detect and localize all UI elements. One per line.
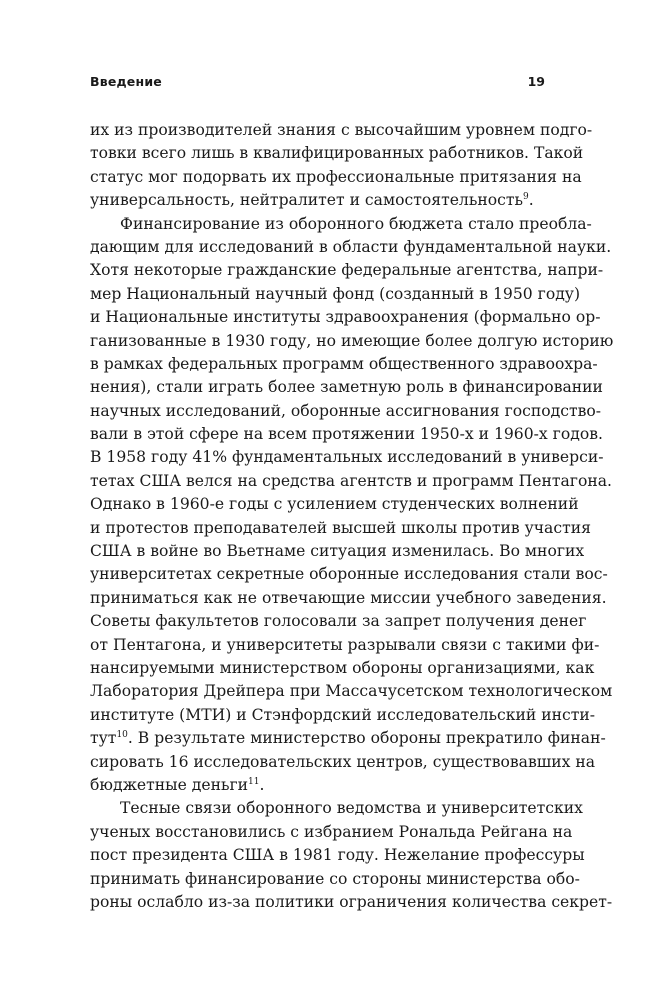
text-line: [90, 610, 587, 633]
line-text: США в войне во Вьетнаме ситуация изменилась. Во многих: [90, 542, 585, 561]
text-line: [90, 704, 596, 727]
line-text: Лаборатория Дрейпера при Массачусетском технологическом: [90, 682, 613, 701]
footnote-marker[interactable]: 10: [116, 730, 128, 741]
text-line: [90, 119, 593, 142]
chapter-title: Введение: [90, 74, 162, 89]
line-text: дающим для исследований в области фундаментальной науки.: [90, 237, 612, 256]
text-line: [90, 142, 584, 165]
line-text: в рамках федеральных программ общественного здравоохра-: [90, 354, 598, 373]
text-line: [90, 680, 613, 703]
line-text: и Национальные институты здравоохранения (формально ор-: [90, 308, 601, 327]
text-line: [90, 376, 603, 399]
text-line: [90, 821, 573, 844]
line-text-rest: . В результате министерство обороны прекратило финан-: [127, 729, 606, 748]
paragraph: [90, 797, 613, 914]
text-line: [90, 213, 592, 236]
line-text: сировать 16 исследовательских центров, существовавших на: [90, 752, 596, 771]
line-text: и протестов преподавателей высшей школы против участия: [90, 518, 591, 537]
line-text: нения), стали играть более заметную роль в финансировании: [90, 378, 603, 397]
text-line: [90, 634, 600, 657]
paragraph: [90, 119, 593, 213]
line-text: нансируемыми министерством обороны организациями, как: [90, 658, 595, 677]
line-text: Тесные связи оборонного ведомства и университетских: [120, 799, 583, 818]
running-header: [90, 74, 545, 96]
text-line: [90, 353, 598, 376]
text-line: [90, 423, 603, 446]
text-line: [90, 189, 545, 212]
text-line: [90, 493, 579, 516]
body-text: [90, 119, 614, 914]
text-line: [90, 306, 601, 329]
line-text: тут: [90, 729, 117, 748]
text-line: [90, 563, 608, 586]
line-text: роны ослабло из-за политики ограничения количества секрет-: [90, 892, 613, 911]
text-line: [90, 540, 585, 563]
line-text: вали в этой сфере на всем протяжении 1950-х и 1960-х годов.: [90, 425, 603, 444]
line-text: от Пентагона, и университеты разрывали связи с такими фи-: [90, 635, 600, 654]
text-line: [90, 236, 612, 259]
line-text: ученых восстановились с избранием Рональда Рейгана на: [90, 822, 573, 841]
page-number: 19: [527, 74, 545, 89]
line-text: ганизованные в 1930 году, но имеющие более долгую историю: [90, 331, 614, 350]
line-text: тетах США велся на средства агентств и программ Пентагона.: [90, 471, 612, 490]
line-text: универсальность, нейтралитет и самостоятельность: [90, 191, 523, 210]
text-line: [90, 470, 612, 493]
line-text: пост президента США в 1981 году. Нежелание профессуры: [90, 846, 585, 865]
line-text: Советы факультетов голосовали за запрет получения денег: [90, 612, 587, 631]
line-text: институте (МТИ) и Стэнфордский исследовательский инсти-: [90, 705, 596, 724]
footnote-marker[interactable]: 11: [248, 776, 260, 787]
line-text: статус мог подорвать их профессиональные притязания на: [90, 167, 582, 186]
text-line: [90, 727, 606, 750]
text-line: [90, 844, 585, 867]
text-line: [90, 400, 602, 423]
text-line: [90, 283, 581, 306]
text-line: [90, 657, 595, 680]
text-line: [90, 891, 613, 914]
text-line: [90, 797, 583, 820]
line-text: бюджетные деньги: [90, 775, 249, 794]
sentence-period: .: [259, 775, 265, 794]
paragraph: [90, 213, 614, 798]
line-text: их из производителей знания с высочайшим уровнем подго-: [90, 121, 593, 139]
line-text: Финансирование из оборонного бюджета стало преобла-: [120, 214, 592, 233]
line-text: мер Национальный научный фонд (созданный в 1950 году): [90, 284, 581, 303]
line-text: товки всего лишь в квалифицированных работников. Такой: [90, 144, 584, 163]
text-line: [90, 166, 582, 189]
text-line: [90, 587, 607, 610]
line-text: Однако в 1960-е годы с усилением студенческих волнений: [90, 495, 579, 514]
line-text: научных исследований, оборонные ассигнования господство-: [90, 401, 602, 420]
line-text: В 1958 году 41% фундаментальных исследований в универси-: [90, 448, 604, 467]
text-line: [90, 259, 604, 282]
text-line: [90, 774, 545, 797]
text-line: [90, 751, 596, 774]
line-text: принимать финансирование со стороны министерства обо-: [90, 869, 580, 888]
text-line: [90, 868, 580, 891]
text-line: [90, 517, 591, 540]
line-text: Хотя некоторые гражданские федеральные агентства, напри-: [90, 261, 604, 280]
sentence-period: .: [528, 191, 534, 210]
text-line: [90, 446, 604, 469]
text-line: [90, 330, 614, 353]
footnote-marker[interactable]: 9: [522, 192, 529, 203]
line-text: университетах секретные оборонные исследования стали вос-: [90, 565, 608, 584]
line-text: приниматься как не отвечающие миссии учебного заведения.: [90, 588, 607, 607]
